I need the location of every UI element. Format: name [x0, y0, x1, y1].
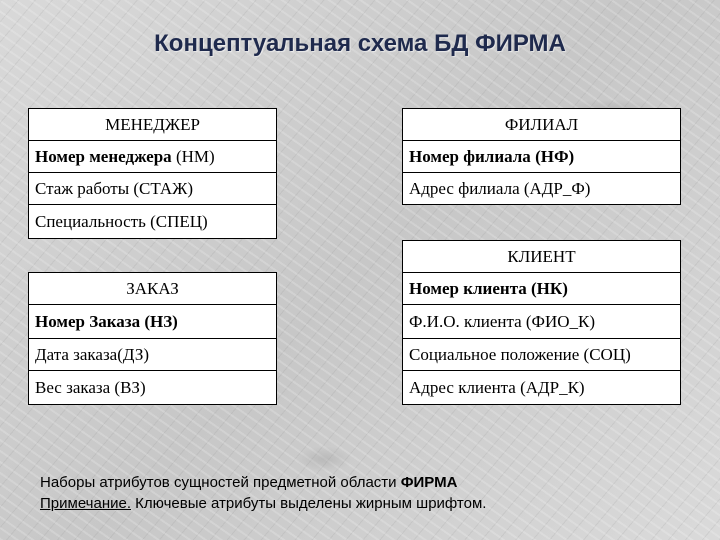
key-attribute-label: Номер менеджера [35, 146, 172, 166]
note-line [40, 495, 486, 512]
entity-client-name: КЛИЕНТ [402, 240, 681, 273]
key-attribute-label: Номер филиала [409, 146, 531, 166]
note-text: Ключевые атрибуты выделены жирным шрифтом. [131, 495, 487, 512]
entity-branch-attribute: Адрес филиала (АДР_Ф) [402, 172, 681, 205]
entity-manager-attribute: Специальность (СПЕЦ) [28, 204, 277, 239]
caption-line [40, 474, 457, 491]
caption-text: Наборы атрибутов сущностей предметной области [40, 474, 401, 491]
note-label: Примечание. [40, 495, 131, 512]
entity-branch-name: ФИЛИАЛ [402, 108, 681, 141]
entity-client-attribute: Адрес клиента (АДР_К) [402, 370, 681, 405]
entity-order-attribute: Вес заказа (ВЗ) [28, 370, 277, 405]
entity-branch-key-attribute [402, 140, 681, 173]
diagram-title: Концептуальная схема БД ФИРМА [154, 30, 566, 57]
entity-manager-key-attribute [28, 140, 277, 173]
key-attribute-abbr: (НМ) [175, 146, 215, 166]
entity-order-name: ЗАКАЗ [28, 272, 277, 305]
key-attribute-abbr: (НФ) [535, 146, 575, 166]
key-attribute-label: Номер Заказа [35, 311, 141, 331]
entity-manager-attribute: Стаж работы (СТАЖ) [28, 172, 277, 205]
key-attribute-abbr: (НЗ) [144, 311, 178, 331]
key-attribute-label: Номер клиента [409, 278, 527, 298]
entity-order-attribute: Дата заказа(ДЗ) [28, 338, 277, 371]
entity-manager-name: МЕНЕДЖЕР [28, 108, 277, 141]
entity-order-key-attribute [28, 304, 277, 339]
key-attribute-abbr: (НК) [531, 278, 568, 298]
caption-bold-text: ФИРМА [400, 474, 458, 491]
entity-client-key-attribute [402, 272, 681, 305]
entity-client-attribute: Ф.И.О. клиента (ФИО_К) [402, 304, 681, 339]
entity-client-attribute: Социальное положение (СОЦ) [402, 338, 681, 371]
